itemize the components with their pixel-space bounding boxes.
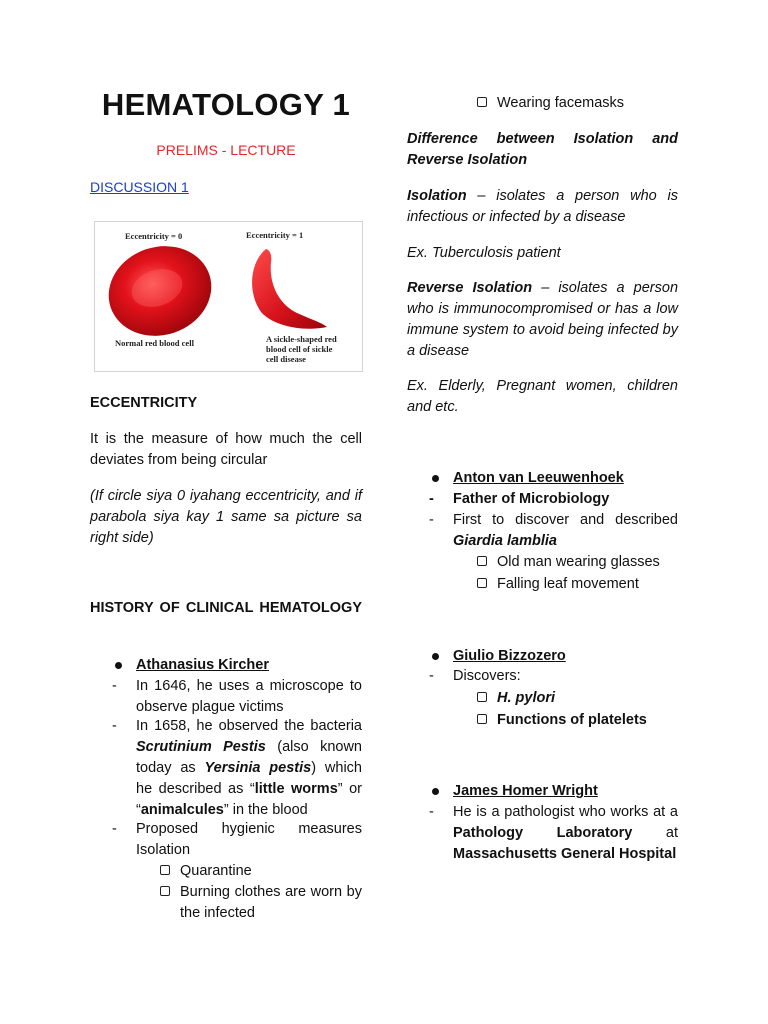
wright-name: James Homer Wright [453, 783, 598, 799]
checkbox-icon[interactable] [477, 714, 487, 724]
leeuwenhoek-title: Father of Microbiology [453, 491, 610, 507]
figure-label-eccentricity-0: Eccentricity = 0 [125, 231, 183, 241]
reverse-isolation-example: Ex. Elderly, Pregnant women, children and etc. [407, 378, 678, 415]
checkbox-icon[interactable] [477, 97, 487, 107]
leeuwenhoek-item-text: First to discover and described Giardia lamblia [453, 512, 678, 549]
bizzozero-item-text: Discovers: [453, 668, 521, 684]
discussion-link[interactable]: DISCUSSION 1 [90, 179, 189, 195]
kircher-item-1-text: In 1646, he uses a microscope to observe plague victims [136, 678, 362, 715]
wright-item-text: He is a pathologist who works at a Pathology Laboratory at Massachusetts General Hospital [453, 804, 678, 862]
page-title: HEMATOLOGY 1 [101, 87, 351, 122]
figure-caption-sickle: A sickle-shaped red blood cell of sickle cell disease [266, 334, 337, 364]
kircher-item-3-text: Proposed hygienic measures [136, 821, 362, 837]
isolation-definition: Isolation – isolates a person who is infectious or infected by a disease [407, 188, 678, 225]
checkbox-icon[interactable] [160, 886, 170, 896]
leeuwenhoek-name: Anton van Leeuwenhoek [453, 470, 624, 486]
eccentricity-heading: ECCENTRICITY [90, 395, 198, 411]
eccentricity-definition: It is the measure of how much the cell deviates from being circular [90, 431, 362, 468]
page-subtitle: PRELIMS - LECTURE [156, 142, 296, 158]
kircher-name: Athanasius Kircher [136, 657, 269, 673]
figure-label-eccentricity-1: Eccentricity = 1 [246, 230, 304, 240]
bizzozero-name: Giulio Bizzozero [453, 648, 566, 664]
checkbox-icon[interactable] [477, 578, 487, 588]
kircher-item-3-isolation: Isolation [136, 842, 191, 858]
checkbox-icon[interactable] [160, 865, 170, 875]
checkbox-icon[interactable] [477, 556, 487, 566]
history-heading: HISTORY OF CLINICAL HEMATOLOGY [90, 600, 362, 616]
normal-red-blood-cell-shape [97, 233, 223, 349]
reverse-isolation-definition: Reverse Isolation – isolates a person who is immunocompromised or has a low immune system to avoid being infected by a disease [407, 280, 679, 359]
isolation-example: Ex. Tuberculosis patient [407, 245, 561, 261]
red-blood-cell-figure [94, 221, 363, 372]
sickle-cell-shape [252, 249, 327, 329]
checkbox-icon[interactable] [477, 692, 487, 702]
kircher-item-2-text: In 1658, he observed the bacteria Scrutinium Pestis (also known today as Yersinia pestis) which he described as “little worms” or “animalcules” in the blood [136, 718, 363, 818]
eccentricity-note: (If circle siya 0 iyahang eccentricity, and if parabola siya kay 1 same sa picture sa right side) [90, 488, 362, 546]
isolation-heading: Difference between Isolation and Reverse Isolation [407, 131, 678, 168]
figure-caption-normal: Normal red blood cell [115, 338, 194, 348]
